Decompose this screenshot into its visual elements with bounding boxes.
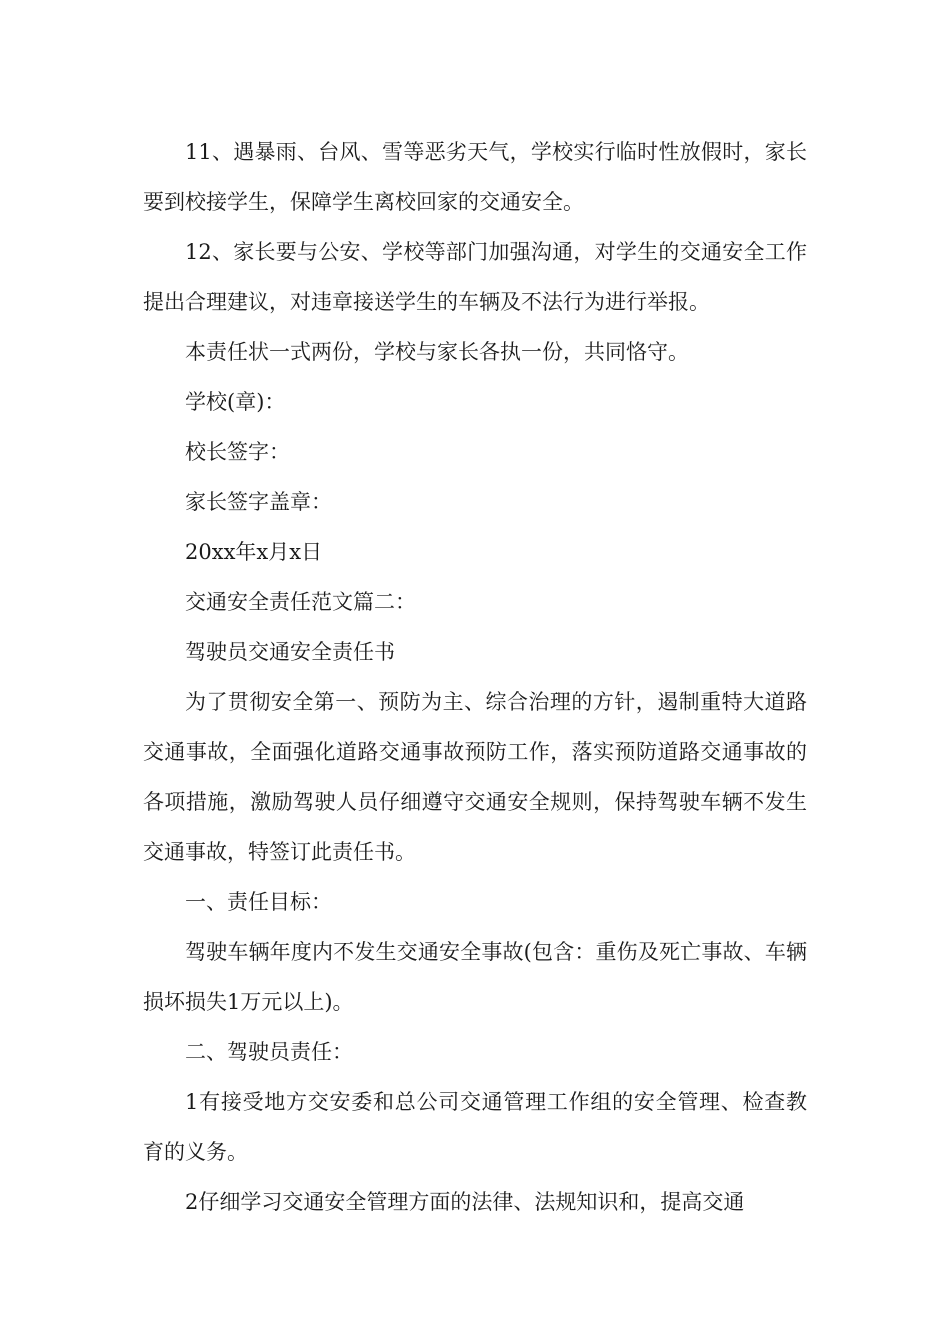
- paragraph-goal-detail: 驾驶车辆年度内不发生交通安全事故(包含：重伤及死亡事故、车辆损坏损失1万元以上)。: [143, 940, 807, 1014]
- paragraph-item-12: 12、家长要与公安、学校等部门加强沟通，对学生的交通安全工作提出合理建议，对违章接送学生的车辆及不法行为进行举报。: [143, 240, 807, 314]
- heading-responsibility-goal: 一、责任目标：: [185, 890, 332, 914]
- date-line: 20xx年x月x日: [185, 540, 323, 564]
- document-title-driver: 驾驶员交通安全责任书: [185, 640, 395, 664]
- heading-driver-responsibility: 二、驾驶员责任：: [185, 1040, 353, 1064]
- school-seal-line: 学校(章)：: [185, 390, 286, 414]
- section-heading-part-two: 交通安全责任范文篇二：: [185, 590, 416, 614]
- paragraph-purpose: 为了贯彻安全第一、预防为主、综合治理的方针，遏制重特大道路交通事故，全面强化道路交通事故预防工作，落实预防道路交通事故的各项措施，激励驾驶人员仔细遵守交通安全规则，保持驾驶车辆不发生交通事故，特签订此责任书。: [143, 690, 807, 864]
- paragraph-item-11: 11、遇暴雨、台风、雪等恶劣天气，学校实行临时性放假时，家长要到校接学生，保障学生离校回家的交通安全。: [143, 140, 807, 214]
- paragraph-duty-1: 1有接受地方交安委和总公司交通管理工作组的安全管理、检查教育的义务。: [143, 1090, 807, 1164]
- paragraph-duty-2: 2仔细学习交通安全管理方面的法律、法规知识和，提高交通: [185, 1190, 745, 1214]
- principal-signature-line: 校长签字：: [185, 440, 290, 464]
- paragraph-copies-note: 本责任状一式两份，学校与家长各执一份，共同恪守。: [185, 340, 689, 364]
- document-body: [143, 127, 807, 1227]
- parent-signature-line: 家长签字盖章：: [185, 490, 332, 514]
